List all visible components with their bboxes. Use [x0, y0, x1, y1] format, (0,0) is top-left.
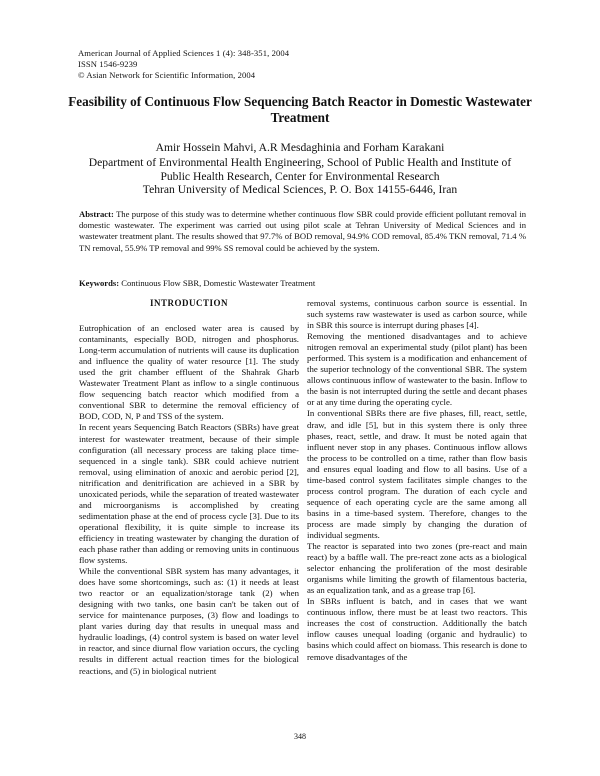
page-number: 348: [294, 732, 306, 741]
abstract-text: The purpose of this study was to determine whether continuous flow SBR could provide efficient pollutant removal in domestic wastewater. The experiment was carried out using pilot scale at Tehran University of Medical Sciences and in wastewater treatment plant. The results showed that 97.7% of BOD removal, 94.9% COD removal, 85.4% TKN removal, 71.4 % TN removal, 55.9% TP removal and 99% SS removal could be achieved by the system.: [79, 209, 527, 253]
keywords: [79, 278, 526, 289]
right-paragraph-3: In conventional SBRs there are five phases, fill, react, settle, draw, and idle [5], but in this system there is only three phases, react, settle, and draw. It must be noted again that influent never stop in any phases. Continuous inflow allows the process to be controlled on a time, rather than flow basis and ensures equal loading and flow to all basins. Use of a time-based control system facilitates simple changes to the process control program. The duration of each cycle and sequence of each operating cycle are the same among all basins in a time-based system. Therefore, changes to the process are made simply by changing the duration of individual segments.: [307, 408, 527, 540]
journal-citation: American Journal of Applied Sciences 1 (4): 348-351, 2004: [78, 48, 290, 58]
affiliation-line-2: Public Health Research, Center for Environmental Research: [160, 169, 440, 183]
introduction-heading: INTRODUCTION: [149, 298, 228, 308]
affiliation-line-3: Tehran University of Medical Sciences, P. O. Box 14155-6446, Iran: [142, 183, 458, 197]
intro-paragraph-2: In recent years Sequencing Batch Reactors (SBRs) have great interest for wastewater treatment, because of their simple configuration (all necessary process are taking place time-sequenced in a single tank). SBR could achieve nutrient removal, using elimination of anoxic and aerobic period [2], nitrification and denitrification are achieved in a SBR by unoxicated periods, while the separation of treated wastewater and microorganisms is accomplished by creating sedimentation phase at the end of process cycle [3]. Due to its operational flexibility, it is quite simple to increase its efficiency in treating wastewater by changing the duration of each phase rather than adding or removing units in continuous flow systems.: [79, 422, 299, 566]
keywords-label: Keywords:: [79, 278, 120, 288]
issn: ISSN 1546-9239: [78, 59, 138, 69]
keywords-text: Continuous Flow SBR, Domestic Wastewater Treatment: [121, 278, 316, 288]
abstract-label: Abstract:: [79, 209, 114, 219]
abstract: [79, 209, 526, 254]
affiliation: [64, 156, 536, 197]
right-paragraph-2: Removing the mentioned disadvantages and to achieve nitrogen removal an experimental study (pilot plant) has been performed. This system is a modification and enhancement of the superior technology of the conventional SBR. The system allows continuous inflow of wastewater to the basin. Inflow to the basin is not interrupted during the settle and decant phases or at any time during the operating cycle.: [307, 331, 527, 408]
journal-header: [78, 48, 289, 81]
right-paragraph-1: removal systems, continuous carbon source is essential. In such systems raw wastewater is used as carbon source, while in SBR this source is interrupt during phases [4].: [307, 298, 527, 331]
affiliation-line-1: Department of Environmental Health Engineering, School of Public Health and Institute of: [88, 156, 512, 169]
intro-paragraph-1: Eutrophication of an enclosed water area is caused by contaminants, especially BOD, nitrogen and phosphorus. Long-term accumulation of nutrients will cause its duplication and influence the quality of water resource [1]. The study used the grit chamber effluent of the Shahrak Gharb Wastewater Treatment Plant as inflow to a single continuous flow sequencing batch reactor which modified from a conventional SBR to determine the removal efficiency of BOD, COD, N, P and TSS of the system.: [79, 323, 299, 422]
right-column: [307, 298, 527, 663]
right-paragraph-4: The reactor is separated into two zones (pre-react and main react) by a baffle wall. The pre-react zone acts as a biological selector enhancing the proliferation of the most desirable organisms while limiting the growth of filamentous bacteria, as an equalization tank, and as a grease trap [6].: [307, 541, 527, 596]
intro-paragraph-3: While the conventional SBR system has many advantages, it does have some shortcomings, such as: (1) it needs at least two reactor or an equalization/storage tank (2) when designing with two tanks, one basin can't be taken out of service for maintenance purposes, (3) flow and loadings to plant varies during day that results in unequal mass and hydraulic loadings, (4) control system is based on water level in reactor, and since diurnal flow variation occurs, the cycling results in different actual reaction times for the biological reactions, and (5) in biological nutrient: [79, 566, 299, 676]
left-column: [79, 298, 299, 677]
paper-title: Feasibility of Continuous Flow Sequencing Batch Reactor in Domestic Wastewater Treatment: [68, 94, 532, 125]
right-paragraph-5: In SBRs influent is batch, and in cases that we want continuous inflow, there must be at least two reactors. This increases the cost of construction. Additionally the batch inflow causes unequal loading (organic and hydraulic) to basins which could affect on biomass. This research is done to remove disadvantages of the: [307, 596, 527, 662]
authors: Amir Hossein Mahvi, A.R Mesdaghinia and Forham Karakani: [155, 141, 445, 154]
copyright: © Asian Network for Scientific Information, 2004: [78, 70, 256, 80]
